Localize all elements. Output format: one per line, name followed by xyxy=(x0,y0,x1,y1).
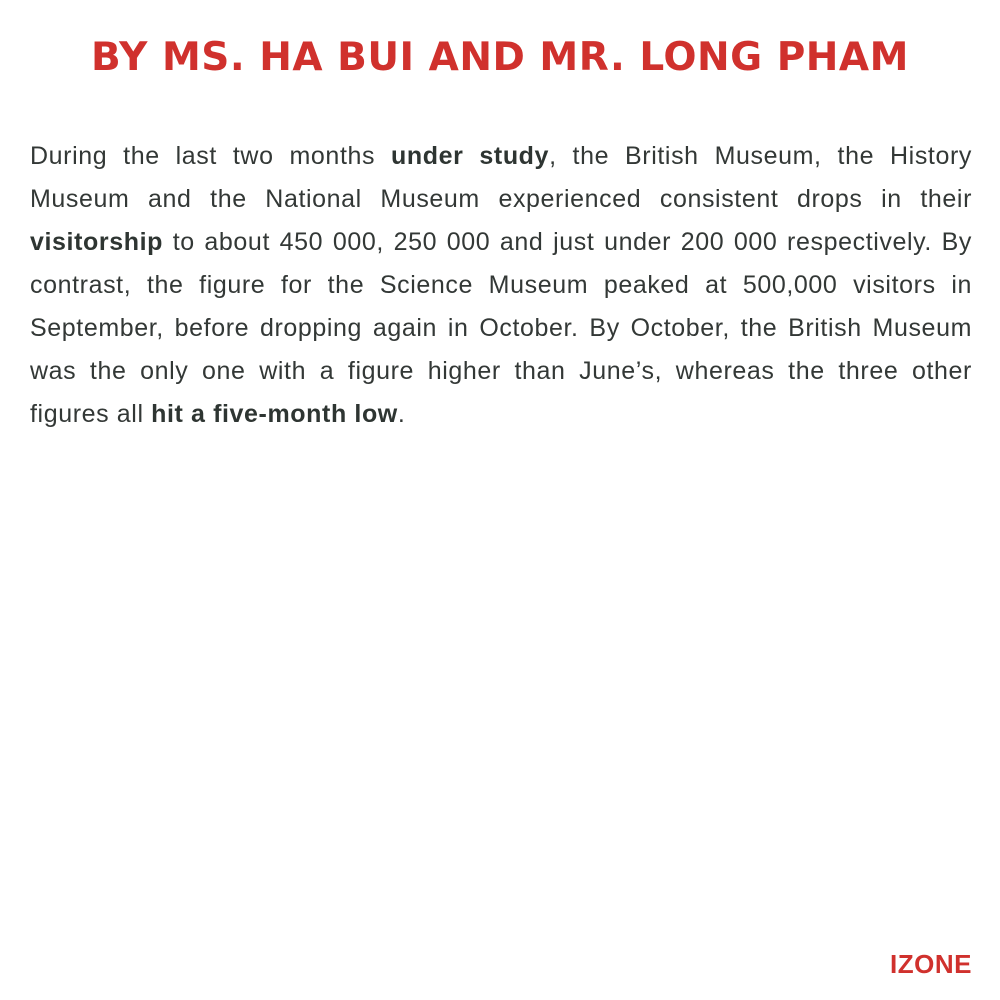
bold-phrase-visitorship: visitorship xyxy=(30,228,164,256)
bold-phrase-under-study: under study xyxy=(391,142,550,170)
text-segment: During the last two months xyxy=(30,142,392,170)
brand-logo: IZONE xyxy=(890,949,972,979)
text-segment: . xyxy=(397,400,406,428)
page-title: BY MS. HA BUI AND MR. LONG PHAM xyxy=(91,35,909,80)
text-segment: to about 450 000, 250 000 and just under 200 000 respectively. By contrast, the figure for the Science Museum peaked at 500,000 visitors in September, before dropping again in October. By October, the British Museum was the only one with a figure higher than June’s, whereas the three other figures all xyxy=(30,228,972,428)
text-segment: , the British Museum, the History Museum and the National Museum experienced consistent drops in their xyxy=(30,142,972,213)
bold-phrase-five-month-low: hit a five-month low xyxy=(151,400,398,428)
body-paragraph xyxy=(30,135,972,436)
